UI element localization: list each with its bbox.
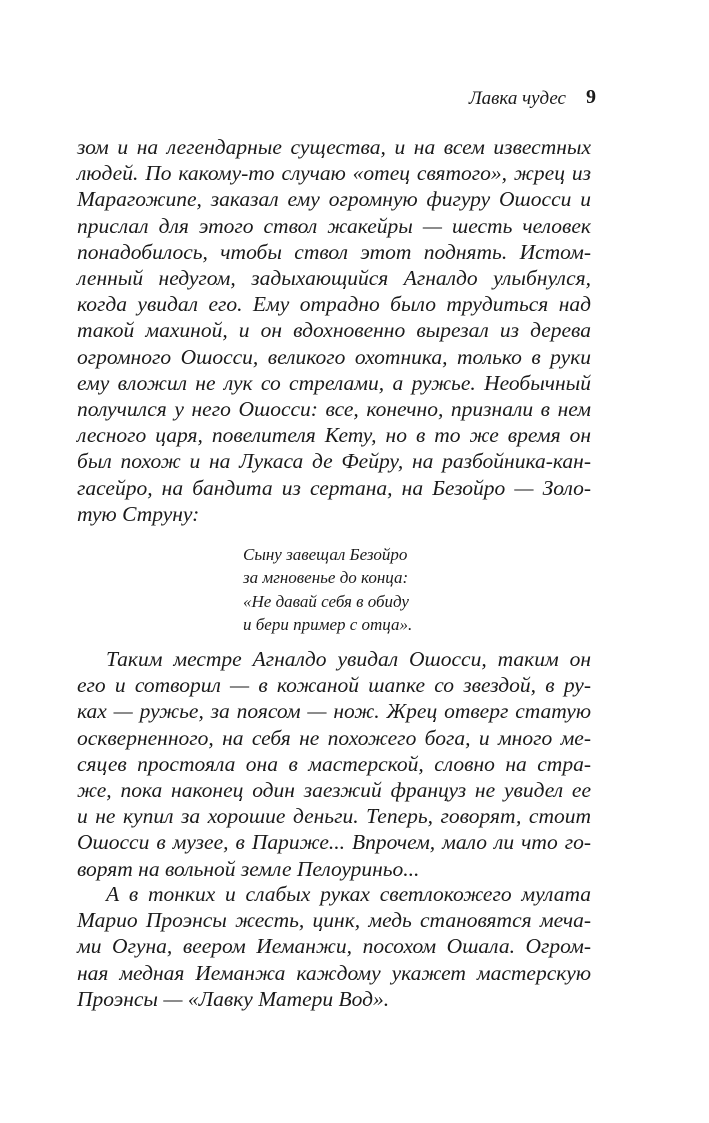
running-title [469, 88, 566, 110]
text-line: гасейро, на бандита из сертана, на Безойро — Золо- [77, 475, 591, 500]
text-line: получился у него Ошосси: все, конечно, признали в нем [77, 397, 591, 422]
paragraph-1 [77, 134, 591, 527]
text-line: когда увидал его. Ему отрадно было трудиться над [77, 292, 591, 317]
text-line: сяцев простояла она в мастерской, словно на стра- [77, 751, 591, 776]
verse-line: Сыну завещал Безойро [243, 545, 408, 564]
page-number: 9 [586, 86, 596, 108]
running-title-text: Лавка чудес [468, 88, 566, 109]
text-line: лесного царя, повелителя Кету, но в то же время он [77, 423, 591, 448]
text-line: ная медная Иеманжа каждому укажет мастерскую [77, 960, 591, 985]
text-line: А в тонких и слабых руках светлокожего мулата [106, 882, 591, 906]
text-line: понадобилось, чтобы ствол этот поднять. Истом- [77, 239, 591, 264]
verse-line: и бери пример с отца». [243, 614, 413, 634]
text-line: тую Струну: [77, 501, 200, 526]
verse-epigraph [243, 543, 412, 636]
text-line: же, пока наконец один заезжий француз не увидел ее [77, 778, 591, 803]
text-line: и не купил за хорошие деньги. Теперь, говорят, стоит [77, 804, 591, 829]
verse-line: «Не давай себя в обиду [243, 591, 409, 611]
text-line: Марио Проэнсы жесть, цинк, медь становятся меча- [77, 908, 591, 933]
text-line: прислал для этого ствол жакейры — шесть человек [77, 213, 591, 238]
text-line: людей. По какому-то случаю «отец святого», жрец из [77, 161, 591, 186]
text-line: огромного Ошосси, великого охотника, только в руки [77, 344, 591, 369]
text-line: такой махиной, и он вдохновенно вырезал из дерева [77, 318, 591, 343]
verse-line: за мгновенье до конца: [243, 568, 409, 588]
text-line: ках — ружье, за поясом — нож. Жрец отверг статую [77, 699, 591, 724]
text-line: Проэнсы — «Лавку Матери Вод». [77, 986, 390, 1011]
text-line: Таким местре Агналдо увидал Ошосси, таким он [106, 647, 591, 671]
paragraph-2 [77, 646, 591, 882]
text-line: ему вложил не лук со стрелами, а ружье. Необычный [77, 370, 591, 395]
text-line: ленный недугом, задыхающийся Агналдо улыбнулся, [77, 266, 591, 291]
text-line: ворят на вольной земле Пелоуриньо... [77, 856, 420, 881]
text-line: зом и на легендарные существа, и на всем известных [77, 135, 591, 159]
text-line: Марагожипе, заказал ему огромную фигуру Ошосси и [77, 187, 591, 212]
text-line: его и сотворил — в кожаной шапке со звездой, в ру- [77, 673, 591, 698]
paragraph-3 [77, 881, 591, 1012]
text-line: был похож и на Лукаса де Фейру, на разбойника-кан- [77, 449, 591, 474]
text-line: оскверненного, на себя не похожего бога, и много ме- [77, 725, 591, 750]
text-line: ми Огуна, веером Иеманжи, посохом Ошала. Огром- [77, 934, 591, 959]
text-line: Ошосси в музее, в Париже... Впрочем, мало ли что го- [77, 830, 591, 855]
